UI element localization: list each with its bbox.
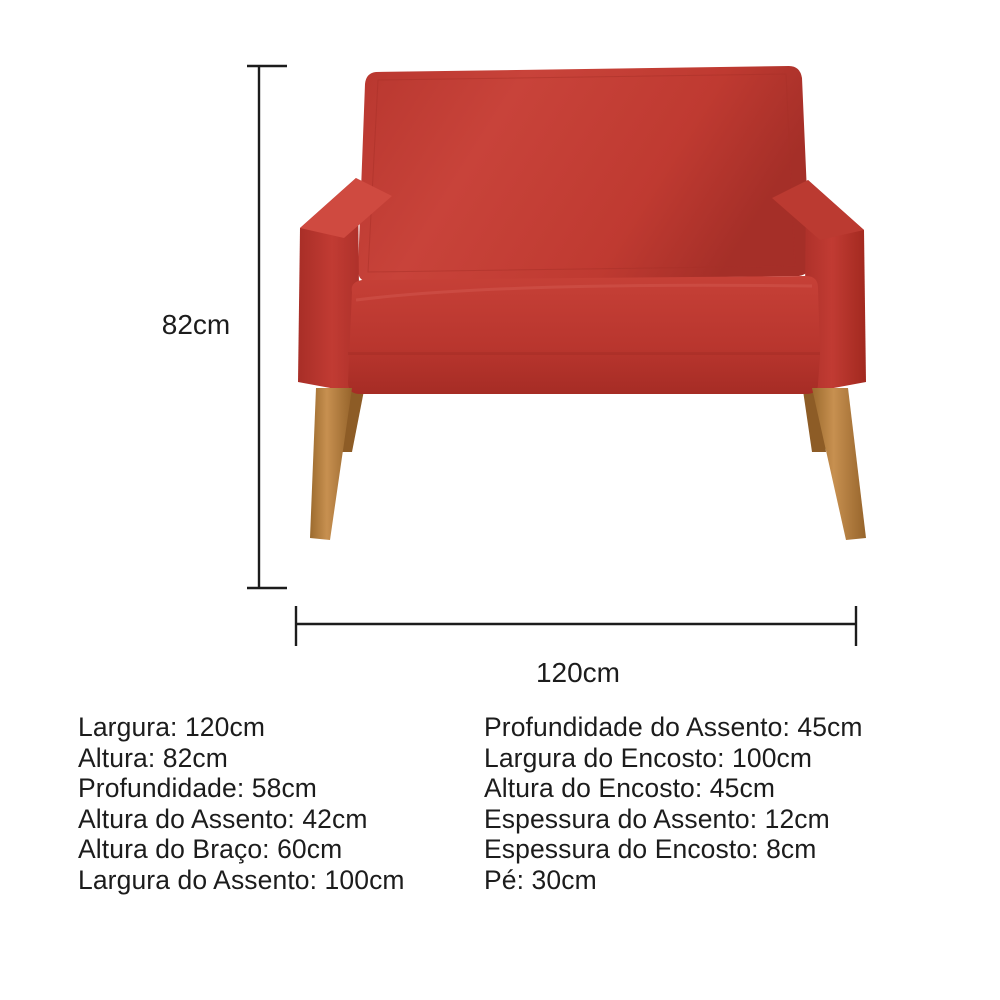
backrest	[358, 66, 810, 282]
specifications-section	[0, 712, 1000, 992]
spec-item-altura: Altura: 82cm	[78, 742, 228, 773]
width-dimension-label: 120cm	[535, 657, 621, 688]
armchair-illustration	[298, 66, 866, 540]
seat-base-line	[348, 352, 820, 355]
spec-item-profundidade: Profundidade: 58cm	[78, 773, 317, 803]
spec-item-altura-encosto: Altura do Encosto: 45cm	[484, 773, 776, 803]
spec-item-espessura-encosto: Espessura do Encosto: 8cm	[484, 834, 817, 864]
spec-item-altura-assento: Altura do Assento: 42cm	[78, 803, 368, 834]
spec-item-espessura-assento: Espessura do Assento: 12cm	[484, 803, 830, 834]
front-leg-right-icon	[812, 388, 866, 540]
spec-item-pe: Pé: 30cm	[484, 864, 597, 895]
height-dimension-label: 82cm	[161, 309, 231, 340]
front-leg-left-icon	[310, 388, 352, 540]
spec-item-largura: Largura: 120cm	[78, 712, 266, 742]
spec-item-largura-encosto: Largura do Encosto: 100cm	[484, 742, 813, 773]
specs-left-column	[0, 712, 440, 992]
width-dimension-line	[296, 606, 856, 646]
spec-item-largura-assento: Largura do Assento: 100cm	[78, 864, 405, 895]
specs-right-column	[440, 712, 1000, 992]
spec-item-altura-braco: Altura do Braço: 60cm	[78, 834, 343, 864]
spec-item-profundidade-assento: Profundidade do Assento: 45cm	[484, 712, 863, 742]
height-dimension-line	[247, 66, 287, 588]
